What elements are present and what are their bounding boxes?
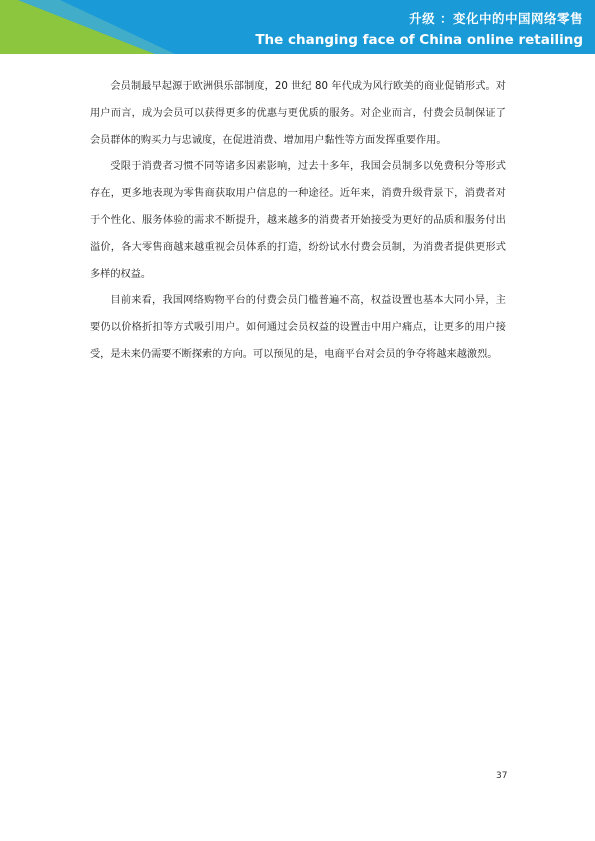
- header-title-en: The changing face of China online retailing: [255, 32, 583, 48]
- paragraph-2: 受限于消费者习惯不同等诸多因素影响，过去十多年，我国会员制多以免费积分等形式存在，更多地表现为零售商获取用户信息的一种途径。近年来，消费升级背景下，消费者对于个性化、服务体验的需求不断提升，越来越多的消费者开始接受为更好的品质和服务付出溢价，各大零售商越来越重视会员体系的打造，纷纷试水付费会员制，为消费者提供更形式多样的权益。: [90, 161, 506, 280]
- page-number: 37: [496, 771, 508, 781]
- paragraph-1: 会员制最早起源于欧洲俱乐部制度，20 世纪 80 年代成为风行欧美的商业促销形式。对用户而言，成为会员可以获得更多的优惠与更优质的服务。对企业而言，付费会员制保证了会员群体的购买力与忠诚度，在促进消费、增加用户黏性等方面发挥重要作用。: [90, 81, 506, 146]
- article-body: [90, 74, 506, 369]
- header-banner: [0, 0, 595, 54]
- header-title-cn: 升级 ：变化中的中国网络零售: [409, 11, 583, 26]
- paragraph-3: 目前来看，我国网络购物平台的付费会员门槛普遍不高，权益设置也基本大同小异，主要仍以价格折扣等方式吸引用户。如何通过会员权益的设置击中用户痛点，让更多的用户接受，是未来仍需要不断探索的方向。可以预见的是，电商平台对会员的争夺将越来越激烈。: [90, 295, 506, 360]
